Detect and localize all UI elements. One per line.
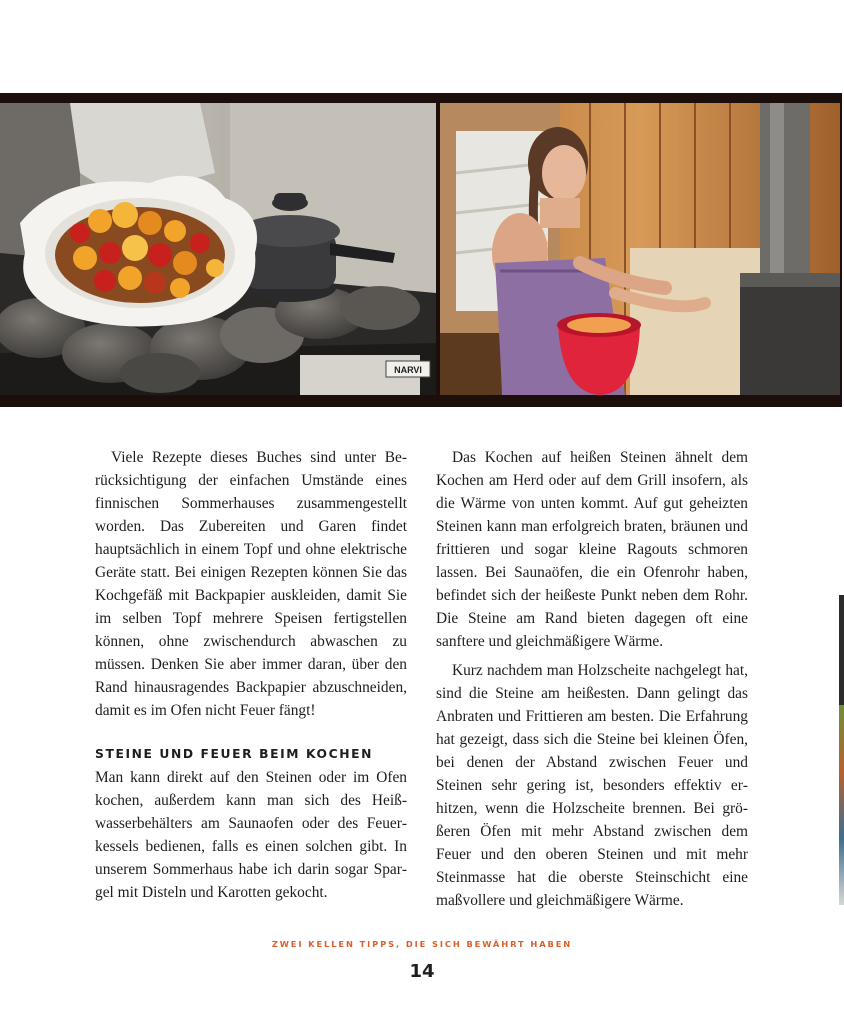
running-footer-title: ZWEI KELLEN TIPPS, DIE SICH BEWÄHRT HABEN xyxy=(271,939,573,949)
sauna-stove-illustration xyxy=(0,103,436,395)
photo-woman-at-sauna-stove xyxy=(440,103,840,395)
facing-page-edge-photo xyxy=(839,705,844,905)
text-column-right xyxy=(436,446,748,912)
stove-brand-badge: NARVI xyxy=(394,365,422,375)
page-number: 14 xyxy=(409,961,435,982)
photo-sauna-stove-vegetables xyxy=(0,103,436,395)
sauna-cooking-illustration xyxy=(440,103,840,395)
section-heading-steine-und-feuer: STEINE UND FEUER BEIM KOCHEN xyxy=(95,747,373,761)
paragraph-hot-stones: Das Kochen auf heißen Steinen ähnelt dem Kochen am Herd oder auf dem Grill insofern, als die Wärme von unten kommt. Auf gut geheizten Steinen kann man erfolgreich braten, bräunen und frittieren und sogar kleine Ragouts schmoren lassen. Bei Saunaöfen, die ein Ofenrohr haben, befindet sich der heißeste Punkt neben dem Rohr. Die Steine am Rand bieten dagegen oft eine sanftere und gleichmäßigere Wärme. xyxy=(436,449,748,650)
paragraph-intro-recipes: Viele Rezepte dieses Buches sind unter Berücksichtigung der einfachen Umstände eines finnischen Sommerhauses zusammengestellt worden. Das Zubereiten und Garen findet hauptsächlich in einem Topf und ohne elektrische Geräte statt. Bei einigen Rezepten können Sie das Kochgefäß mit Backpapier auskleiden, damit Sie im selben Topf mehrere Speisen fertigstellen können, ohne zwischendurch abwaschen zu müssen. Denken Sie aber immer daran, über den Rand hinausragendes Backpapier abzuschneiden, damit es im Ofen nicht Feuer fängt! xyxy=(95,449,407,719)
facing-page-edge xyxy=(839,595,844,705)
paragraph-cooking-options: Man kann direkt auf den Steinen oder im Ofen kochen, außerdem kann man sich des Heißwasserbehälters am Saunaofen oder des Feuerkessels bedienen, falls es einen solchen gibt. In unserem Sommerhaus habe ich darin sogar Spargel mit Disteln und Karotten gekocht. xyxy=(95,769,407,901)
text-column-left xyxy=(95,446,407,904)
paragraph-firewood-heat: Kurz nachdem man Holzscheite nachgelegt hat, sind die Steine am heißesten. Dann gelingt das Anbraten und Frittieren am besten. Die Erfahrung hat gezeigt, dass sich die Steine bei kleinen Öfen, bei denen der Abstand zwischen Feuer und Steinen sehr gering ist, besonders effektiv erhitzen, wenn die Holzscheite brennen. Bei größeren Öfen mit mehr Abstand zwischen dem Feuer und den oberen Steinen und mit mehr Steinmasse hat die oberste Steinschicht eine maßvollere und gleichmäßigere Wärme. xyxy=(436,662,748,909)
photo-strip xyxy=(0,93,842,407)
